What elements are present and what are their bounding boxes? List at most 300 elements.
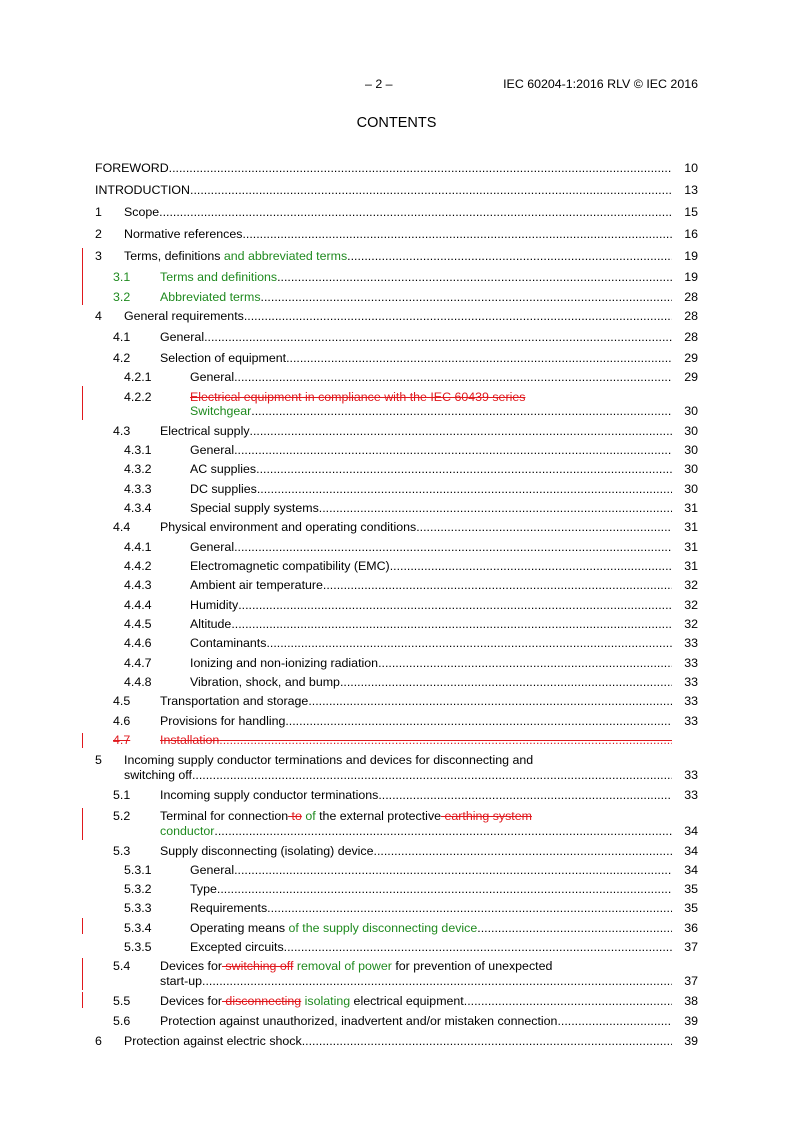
dot-leader — [251, 403, 672, 419]
toc-entry-number: 5.5 — [113, 994, 131, 1008]
entry-text-segment: Supply disconnecting (isolating) device — [160, 844, 374, 858]
dot-leader — [234, 539, 672, 555]
contents-title: CONTENTS — [356, 115, 437, 131]
toc-entry-title[interactable] — [190, 616, 672, 632]
toc-entry-title[interactable] — [160, 843, 672, 859]
toc-entry-line — [0, 920, 793, 936]
toc-entry-label — [190, 539, 234, 555]
toc-entry-title[interactable] — [160, 423, 672, 439]
toc-entry-label — [190, 481, 257, 497]
toc-entry-title[interactable] — [160, 1013, 672, 1029]
toc-page-number: 19 — [684, 270, 698, 284]
toc-entry-label — [160, 843, 374, 859]
toc-entry-title[interactable] — [160, 269, 672, 285]
toc-page-number: 34 — [684, 844, 698, 858]
entry-text-segment: earthing system — [441, 809, 532, 823]
toc-entry-label — [160, 350, 286, 366]
toc-entry-number: 4.4.1 — [124, 540, 152, 554]
dot-leader — [347, 248, 672, 264]
toc-entry-label — [190, 920, 477, 936]
entry-text-segment: General — [190, 863, 235, 877]
toc-entry-label — [160, 713, 285, 729]
toc-entry-line — [0, 248, 793, 264]
toc-entry-title[interactable] — [190, 655, 672, 671]
toc-entry-title[interactable] — [190, 881, 672, 897]
toc-entry-label — [160, 732, 219, 748]
toc-entry-number: 4.4.8 — [124, 675, 152, 689]
toc-entry-label — [124, 248, 347, 264]
toc-entry-title[interactable] — [190, 539, 672, 555]
toc-entry-label — [124, 308, 244, 324]
entry-text-segment: Type — [190, 882, 217, 896]
entry-text-segment: Installation — [160, 733, 220, 747]
toc-entry-title[interactable] — [95, 160, 672, 176]
toc-page-number: 13 — [684, 183, 698, 197]
change-bar — [82, 958, 83, 990]
entry-text-segment: Special supply systems — [190, 501, 319, 515]
dot-leader — [190, 182, 672, 198]
toc-entry-line — [0, 577, 793, 593]
dot-leader — [374, 843, 672, 859]
toc-entry-title[interactable] — [190, 500, 672, 516]
entry-text-segment: FOREWORD — [95, 161, 169, 175]
toc-page-number: 29 — [684, 351, 698, 365]
toc-entry-label — [190, 655, 378, 671]
toc-entry-title[interactable] — [160, 823, 672, 839]
entry-text-segment: DC supplies — [190, 482, 257, 496]
toc-entry-title[interactable] — [160, 350, 672, 366]
toc-entry-title[interactable] — [160, 693, 672, 709]
dot-leader — [238, 597, 672, 613]
toc-entry-number: 5 — [95, 753, 102, 767]
toc-page-number: 15 — [684, 205, 698, 219]
toc-entry-number: 5.3.1 — [124, 863, 152, 877]
toc-entry-number: 4.4.4 — [124, 598, 152, 612]
toc-entry-line — [0, 423, 793, 439]
toc-entry-label — [190, 597, 238, 613]
dot-leader — [242, 226, 672, 242]
toc-entry-line — [0, 500, 793, 516]
toc-entry-title[interactable] — [190, 920, 672, 936]
toc-entry-title[interactable] — [124, 308, 672, 324]
dot-leader — [159, 204, 672, 220]
toc-entry-label — [190, 616, 231, 632]
dot-leader — [244, 308, 672, 324]
entry-text-segment: electrical equipment — [350, 994, 464, 1008]
toc-entry-title[interactable] — [160, 732, 672, 748]
toc-entry-label — [160, 993, 464, 1009]
toc-entry-line — [0, 481, 793, 497]
entry-text-segment: General — [190, 370, 235, 384]
entry-text-segment: Protection against electric shock — [124, 1034, 302, 1048]
toc-entry-number: 6 — [95, 1034, 102, 1048]
toc-entry-number: 4.1 — [113, 330, 131, 344]
entry-text-segment: Electrical equipment in compliance with the IEC 60439 series — [190, 390, 526, 404]
toc-entry-number: 3.1 — [113, 270, 131, 284]
toc-page-number: 33 — [684, 714, 698, 728]
toc-page-number: 32 — [684, 617, 698, 631]
toc-entry-number: 4.3.1 — [124, 443, 152, 457]
toc-entry-label — [160, 787, 378, 803]
toc-entry-line — [0, 597, 793, 613]
toc-entry-line — [0, 350, 793, 366]
dot-leader — [234, 862, 672, 878]
toc-entry-title[interactable] — [124, 767, 672, 783]
dot-leader — [378, 655, 672, 671]
toc-page-number: 33 — [684, 636, 698, 650]
toc-entry-label — [124, 752, 533, 768]
toc-entry-number: 1 — [95, 205, 102, 219]
dot-leader — [319, 500, 672, 516]
toc-entry-line — [0, 939, 793, 955]
toc-entry-label — [124, 767, 192, 783]
toc-entry-line — [0, 900, 793, 916]
dot-leader — [308, 693, 672, 709]
dot-leader — [285, 713, 672, 729]
toc-page-number: 31 — [684, 520, 698, 534]
entry-text-segment: General — [190, 443, 235, 457]
dot-leader — [217, 881, 672, 897]
entry-text-segment: Electrical supply — [160, 424, 250, 438]
toc-entry-line — [0, 519, 793, 535]
toc-page-number: 34 — [684, 824, 698, 838]
toc-page-number: 16 — [684, 227, 698, 241]
toc-entry-line — [0, 539, 793, 555]
dot-leader — [416, 519, 672, 535]
toc-entry-number: 5.2 — [113, 809, 131, 823]
entry-text-segment: Vibration, shock, and bump — [190, 675, 340, 689]
page-number: – 2 – — [365, 77, 393, 91]
toc-entry-number: 5.3.4 — [124, 921, 152, 935]
toc-page-number: 31 — [684, 540, 698, 554]
toc-entry-label — [160, 808, 532, 824]
toc-entry-number: 4.3 — [113, 424, 131, 438]
toc-entry-label — [160, 823, 214, 839]
toc-page-number: 31 — [684, 559, 698, 573]
entry-text-segment: the external protective — [315, 809, 442, 823]
toc-page-number: 39 — [684, 1034, 698, 1048]
toc-entry-label — [160, 519, 416, 535]
toc-page-number: 34 — [684, 863, 698, 877]
entry-text-segment: conductor — [160, 824, 215, 838]
toc-entry-title[interactable] — [160, 329, 672, 345]
dot-leader — [231, 616, 672, 632]
toc-entry-line — [0, 808, 793, 824]
entry-text-segment: for prevention of unexpected — [391, 959, 553, 973]
toc-page-number: 19 — [684, 249, 698, 263]
toc-entry-title[interactable] — [190, 939, 672, 955]
entry-text-segment: General — [190, 540, 235, 554]
dot-leader — [266, 635, 672, 651]
entry-text-segment: Scope — [124, 205, 160, 219]
toc-entry-title[interactable] — [190, 674, 672, 690]
toc-page-number: 30 — [684, 404, 698, 418]
toc-entry-title[interactable] — [160, 808, 692, 824]
toc-entry-line — [0, 881, 793, 897]
change-bar — [82, 733, 83, 748]
toc-entry-number: 4.4.6 — [124, 636, 152, 650]
toc-entry-title[interactable] — [190, 481, 672, 497]
toc-page-number: 28 — [684, 309, 698, 323]
toc-entry-label — [160, 973, 202, 989]
entry-text-segment: switching off — [221, 959, 294, 973]
toc-entry-line — [0, 1013, 793, 1029]
toc-entry-title[interactable] — [190, 558, 672, 574]
entry-text-segment: AC supplies — [190, 462, 257, 476]
standard-reference: IEC 60204-1:2016 RLV © IEC 2016 — [503, 77, 698, 91]
entry-text-segment: Contaminants — [190, 636, 267, 650]
dot-leader — [378, 787, 672, 803]
dot-leader — [192, 767, 672, 783]
entry-text-segment: Ambient air temperature — [190, 578, 323, 592]
toc-entry-number: 4.4.3 — [124, 578, 152, 592]
toc-entry-line — [0, 993, 793, 1009]
toc-entry-title[interactable] — [124, 248, 672, 264]
toc-entry-label — [160, 958, 552, 974]
toc-entry-title[interactable] — [160, 713, 672, 729]
toc-page-number: 33 — [684, 694, 698, 708]
toc-entry-line — [0, 403, 793, 419]
toc-entry-title[interactable] — [190, 597, 672, 613]
toc-entry-line — [0, 655, 793, 671]
toc-page-number: 33 — [684, 656, 698, 670]
toc-entry-number: 3 — [95, 249, 102, 263]
entry-text-segment: Terminal for connection — [160, 809, 289, 823]
dot-leader — [464, 993, 672, 1009]
toc-entry-label — [160, 289, 261, 305]
toc-entry-number: 5.3.3 — [124, 901, 152, 915]
toc-page-number: 30 — [684, 443, 698, 457]
toc-entry-label — [190, 939, 284, 955]
toc-page-number: 30 — [684, 424, 698, 438]
toc-entry-label — [190, 900, 267, 916]
toc-entry-title[interactable] — [190, 862, 672, 878]
toc-page-number: 37 — [684, 940, 698, 954]
toc-entry-number: 5.3.5 — [124, 940, 152, 954]
toc-entry-line — [0, 269, 793, 285]
toc-entry-line — [0, 973, 793, 989]
toc-page-number: 32 — [684, 578, 698, 592]
toc-entry-label — [190, 674, 340, 690]
toc-page-number: 30 — [684, 482, 698, 496]
dot-leader — [204, 329, 672, 345]
toc-entry-line — [0, 732, 793, 748]
toc-entry-title[interactable] — [124, 226, 672, 242]
toc-page-number: 31 — [684, 501, 698, 515]
toc-page-number: 30 — [684, 462, 698, 476]
toc-entry-number: 4.3.4 — [124, 501, 152, 515]
dot-leader — [302, 1033, 672, 1049]
toc-page-number: 32 — [684, 598, 698, 612]
toc-entry-number: 4.4.2 — [124, 559, 152, 573]
entry-text-segment: of — [301, 809, 316, 823]
entry-text-segment: Devices for — [160, 994, 222, 1008]
entry-text-segment: Abbreviated terms — [160, 290, 261, 304]
toc-entry-title[interactable] — [160, 958, 692, 974]
dot-leader — [214, 823, 672, 839]
toc-entry-number: 5.3 — [113, 844, 131, 858]
entry-text-segment: INTRODUCTION — [95, 183, 190, 197]
toc-entry-line — [0, 558, 793, 574]
entry-text-segment: General requirements — [124, 309, 244, 323]
entry-text-segment: Protection against unauthorized, inadvertent and/or mistaken connection — [160, 1014, 558, 1028]
dot-leader — [219, 732, 672, 748]
dot-leader — [284, 939, 672, 955]
entry-text-segment: Humidity — [190, 598, 239, 612]
toc-entry-number: 4.3.2 — [124, 462, 152, 476]
dot-leader — [557, 1013, 672, 1029]
toc-entry-line — [0, 616, 793, 632]
toc-page-number: 38 — [684, 994, 698, 1008]
toc-entry-title[interactable] — [190, 442, 672, 458]
toc-page-number: 36 — [684, 921, 698, 935]
entry-text-segment: Selection of equipment — [160, 351, 287, 365]
toc-entry-line — [0, 713, 793, 729]
toc-entry-label — [190, 403, 251, 419]
toc-page-number: 35 — [684, 901, 698, 915]
toc-entry-line — [0, 442, 793, 458]
toc-entry-label — [160, 329, 204, 345]
toc-entry-title[interactable] — [190, 635, 672, 651]
entry-text-segment: Altitude — [190, 617, 232, 631]
entry-text-segment: to — [288, 809, 302, 823]
dot-leader — [202, 973, 672, 989]
toc-entry-label — [190, 369, 234, 385]
toc-entry-title[interactable] — [124, 1033, 672, 1049]
toc-page-number: 37 — [684, 974, 698, 988]
dot-leader — [234, 369, 672, 385]
entry-text-segment: Ionizing and non-ionizing radiation — [190, 656, 379, 670]
dot-leader — [277, 269, 672, 285]
toc-entry-line — [0, 843, 793, 859]
toc-entry-line — [0, 329, 793, 345]
entry-text-segment: Provisions for handling — [160, 714, 286, 728]
toc-entry-label — [160, 423, 250, 439]
dot-leader — [286, 350, 672, 366]
toc-entry-line — [0, 160, 793, 176]
toc-entry-title[interactable] — [160, 973, 672, 989]
toc-entry-title[interactable] — [190, 577, 672, 593]
entry-text-segment: switching off — [124, 768, 192, 782]
toc-entry-line — [0, 369, 793, 385]
entry-text-segment: Incoming supply conductor terminations and devices for disconnecting and — [124, 753, 534, 767]
toc-entry-line — [0, 674, 793, 690]
toc-entry-number: 5.4 — [113, 959, 131, 973]
toc-entry-line — [0, 958, 793, 974]
entry-text-segment: Transportation and storage — [160, 694, 309, 708]
toc-entry-label — [190, 442, 234, 458]
entry-text-segment: Terms, definitions — [124, 249, 224, 263]
toc-entry-number: 4.4.7 — [124, 656, 152, 670]
toc-page-number: 10 — [684, 161, 698, 175]
toc-page-number: 33 — [684, 768, 698, 782]
entry-text-segment: Switchgear — [190, 404, 252, 418]
change-bar — [82, 808, 83, 840]
dot-leader — [256, 461, 672, 477]
toc-entry-line — [0, 289, 793, 305]
toc-entry-label — [160, 693, 308, 709]
toc-entry-number: 4.2.1 — [124, 370, 152, 384]
toc-entry-line — [0, 182, 793, 198]
toc-page-number: 39 — [684, 1014, 698, 1028]
toc-entry-label — [124, 226, 242, 242]
dot-leader — [169, 160, 672, 176]
toc-entry-line — [0, 308, 793, 324]
toc-entry-label — [190, 461, 256, 477]
toc-entry-number: 4.6 — [113, 714, 131, 728]
toc-entry-label — [190, 635, 266, 651]
toc-entry-title[interactable] — [190, 403, 672, 419]
toc-entry-number: 5.3.2 — [124, 882, 152, 896]
toc-entry-number: 4 — [95, 309, 102, 323]
toc-entry-label — [124, 1033, 302, 1049]
toc-page-number: 33 — [684, 675, 698, 689]
toc-entry-label — [190, 558, 390, 574]
toc-page-number: 29 — [684, 370, 698, 384]
toc-entry-line — [0, 693, 793, 709]
toc-entry-label — [124, 204, 159, 220]
toc-entry-number: 3.2 — [113, 290, 131, 304]
entry-text-segment: Electromagnetic compatibility (EMC) — [190, 559, 390, 573]
entry-text-segment: General — [160, 330, 205, 344]
entry-text-segment: disconnecting — [221, 994, 302, 1008]
toc-entry-title[interactable] — [190, 461, 672, 477]
toc-entry-title[interactable] — [95, 182, 672, 198]
toc-entry-title[interactable] — [160, 519, 672, 535]
entry-text-segment: Operating means — [190, 921, 286, 935]
toc-entry-label — [160, 1013, 557, 1029]
toc-entry-line — [0, 226, 793, 242]
toc-entry-number: 4.5 — [113, 694, 131, 708]
toc-entry-line — [0, 752, 793, 768]
toc-entry-line — [0, 823, 793, 839]
dot-leader — [257, 481, 672, 497]
toc-entry-title[interactable] — [160, 289, 672, 305]
toc-entry-number: 4.2 — [113, 351, 131, 365]
toc-page-number: 33 — [684, 788, 698, 802]
toc-page-number: 28 — [684, 290, 698, 304]
entry-text-segment: isolating — [301, 994, 351, 1008]
entry-text-segment: start-up — [160, 974, 203, 988]
toc-entry-number: 4.4.5 — [124, 617, 152, 631]
entry-text-segment: Terms and definitions — [160, 270, 278, 284]
toc-entry-label — [190, 577, 323, 593]
toc-entry-number: 4.4 — [113, 520, 131, 534]
toc-entry-title[interactable] — [124, 204, 672, 220]
entry-text-segment: removal of power — [293, 959, 392, 973]
toc-entry-line — [0, 767, 793, 783]
toc-entry-line — [0, 862, 793, 878]
toc-entry-title[interactable] — [190, 900, 672, 916]
change-bar — [82, 918, 83, 934]
toc-entry-title[interactable] — [190, 369, 672, 385]
toc-entry-number: 5.1 — [113, 788, 131, 802]
toc-entry-title[interactable] — [124, 752, 692, 768]
toc-entry-number: 4.3.3 — [124, 482, 152, 496]
dot-leader — [323, 577, 672, 593]
dot-leader — [267, 900, 672, 916]
toc-entry-line — [0, 204, 793, 220]
toc-entry-label — [95, 182, 190, 198]
toc-entry-number: 5.6 — [113, 1014, 131, 1028]
entry-text-segment: Requirements — [190, 901, 268, 915]
dot-leader — [477, 920, 672, 936]
entry-text-segment: Incoming supply conductor terminations — [160, 788, 379, 802]
toc-entry-title[interactable] — [160, 993, 672, 1009]
toc-entry-title[interactable] — [160, 787, 672, 803]
entry-text-segment: Normative references — [124, 227, 243, 241]
toc-entry-label — [95, 160, 169, 176]
